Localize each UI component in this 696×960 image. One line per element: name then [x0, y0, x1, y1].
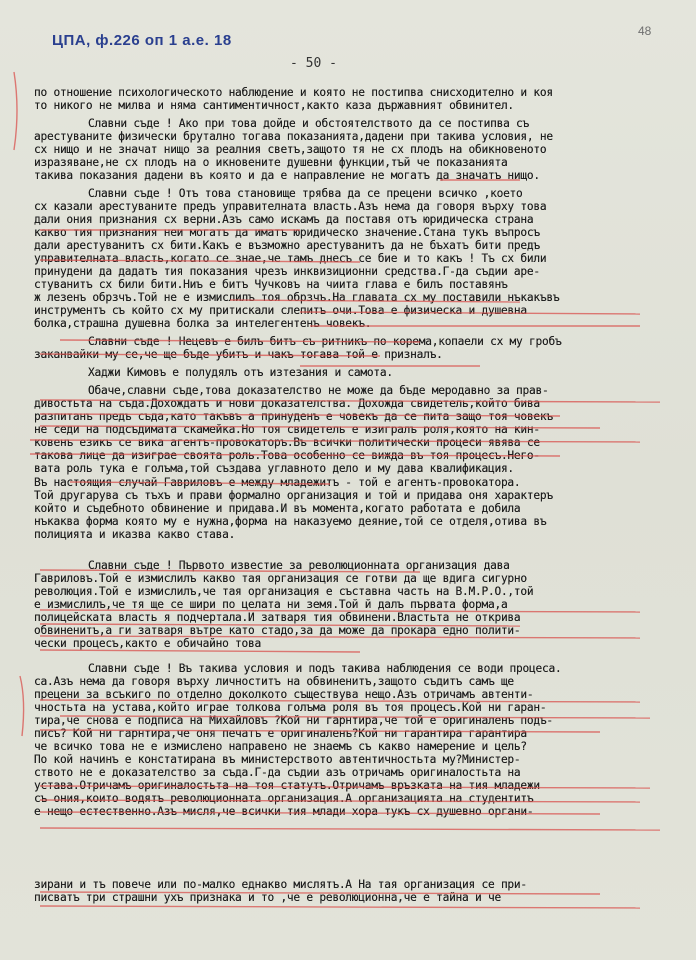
body-line: полицейската власть я подчертала.И затваря тия обвинени.Властьта не открива — [34, 611, 521, 624]
body-line: съ ония,които водятъ революционната организация.А организацията на студентитъ — [34, 792, 534, 805]
body-line: дивостьта на съда.Дохождатъ и нови доказателства. Дохожда свидетель,който бива — [34, 397, 540, 410]
body-line: сх казали арестуваните предъ управителната власть.Азъ нема да говоря върху това — [34, 200, 547, 213]
body-line: дали ония признания сх верни.Азъ само искамъ да поставя отъ юридическа страна — [34, 213, 534, 226]
body-line: Въ настоящия случай Гавриловъ е между младежитъ - той е агентъ-провокатора. — [34, 476, 521, 489]
body-line: е измислилъ,че тя ще се шири по целата ни земя.Той й далъ първата форма,а — [34, 598, 508, 611]
body-line: чески процесъ,както е обичайно това — [34, 637, 261, 650]
body-line: инструментъ съ който сх му притискали слепитъ очи.Това е физическа и душевна — [34, 304, 527, 317]
body-line: вата роль тука е голъма,той създава углавното дело и му дава квалификация. — [34, 462, 514, 475]
body-line: сх нищо и не значат нищо за реалния светъ,защото тя не сх плодъ на обикновеното — [34, 143, 547, 156]
body-line: не седи на подсъдимата скамейка.Но тоя свидетель е изигралъ роля,която на кин- — [34, 423, 540, 436]
body-line: какво тия признания неи могатъ да иматъ юридическо значение.Стана тукъ въпросъ — [34, 226, 540, 239]
body-line: полицията и иказва какво става. — [34, 528, 236, 541]
body-line: ството не е доказателство за съда.Г-да съдии азъ отричамъ оригиналостьта на — [34, 766, 521, 779]
body-line: то никого не милва и няма сантиментичност,както каза държавният обвинител. — [34, 99, 514, 112]
body-line: ковенъ езикъ се вика агентъ-провокаторъ.Въ всички политически процеси явява се — [34, 436, 540, 449]
body-line: прецени за всъкиго по отделно доколкото съществува нещо.Азъ отричамъ автенти- — [34, 688, 534, 701]
body-line: Хаджи Кимовъ е полудялъ отъ изтезания и самота. — [88, 366, 393, 379]
body-line: болка,страшна душевна болка за интелегентенъ човекъ. — [34, 317, 372, 330]
body-line: чностьта на устава,който играе толкова голъма роля въ тоя процесъ.Кой ни гаран- — [34, 701, 547, 714]
body-line: че всичко това не е измислено направено не знаемъ съ какво намерение и цель? — [34, 740, 527, 753]
body-line: дали арестуванитъ сх бити.Какъ е възможно арестуванитъ да не бъхатъ бити предъ — [34, 239, 540, 252]
body-line: устава.Отричамъ оригиналостьта на тоя статутъ.Отричамъ връзката на тия младежи — [34, 779, 540, 792]
body-line: такова лице да изиграе своята роль.Това особенно се вижда въ тоя процесъ.Него- — [34, 449, 540, 462]
body-line: арестуваните физически брутално тогава показанията,дадени при такива условия, не — [34, 130, 553, 143]
body-line: ж лезенъ обрзчъ.Той не е измислилъ тоя обрзчъ.На главата сх му поставили нъкакъвъ — [34, 291, 560, 304]
archive-stamp: ЦПА, ф.226 оп 1 а.е. 18 — [52, 32, 232, 49]
body-line: Обаче,славни съде,това доказателство не може да бъде меродавно за прав- — [88, 384, 549, 397]
body-line: Славни съде ! Нецевъ е билъ битъ съ ритникъ по корема,копаели сх му гробъ — [88, 335, 562, 348]
body-line: разпитанъ предъ съда,като такъвъ а принуденъ е човекъ да се пита защо тоя човекъ — [34, 410, 553, 423]
body-line: изразяване,не сх плодъ на о икновените душевни функции,тъй че показанията — [34, 156, 508, 169]
body-line: управителната власть,когато се знае,че тамъ днесъ се бие и то какъ ! Тъ сх били — [34, 252, 547, 265]
sheet-number: 48 — [638, 24, 652, 38]
body-line: Славни съде ! Първото известие за революционната организация дава — [88, 559, 510, 572]
body-line: писъ? Кой ни гарнтира,че оня печатъ е оригиналенъ?Кой ни гарантира гарантира — [34, 727, 527, 740]
body-line: Славни съде ! Въ такива условия и подъ такива наблюдения се води процеса. — [88, 662, 562, 675]
body-line: Славни съде ! Ако при това дойде и обстоятелството да се постипва съ — [88, 117, 530, 130]
body-line: който и съдебното обвинение и придава.И въ момента,когато работата е добила — [34, 502, 521, 515]
body-line: Славни съде ! Отъ това становище трябва да се прецени всичко ,което — [88, 187, 523, 200]
body-line: стуванитъ сх били бити.Ниъ е битъ Чучковъ на чиита глава е билъ поставянъ — [34, 278, 508, 291]
body-line: По кой начинъ е констатирана въ министерството автентичностьта му?Министер- — [34, 753, 521, 766]
body-line: заканвайки му се,че ще бъде убитъ и чакъ тогава той е призналъ. — [34, 348, 443, 361]
body-line: тира,че сновa е подписа на Михайловъ ?Кой ни гарнтира,че той е оригиналенъ подъ- — [34, 714, 553, 727]
body-line: такива показания дадени въ която и да е направление не могатъ да значатъ нищо. — [34, 169, 540, 182]
body-line: зирани и тъ повече или по-малко еднакво мислятъ.А На тая организация се при- — [34, 878, 527, 891]
body-line: е нещо естественно.Азъ мисля,че всички тия млади хора тукъ сх душевно органи- — [34, 805, 534, 818]
body-line: обвиненитъ,а ги затваря вътре като стадо,за да може да прокара едно полити- — [34, 624, 521, 637]
page-number: - 50 - — [290, 56, 337, 71]
body-line: писватъ три страшни ухъ признака и то ,че е революционна,че е тайна и че — [34, 891, 501, 904]
body-line: нъкаква форма която му е нужна,форма на наказуемо деяние,той се отделя,отива въ — [34, 515, 547, 528]
body-line: са.Азъ нема да говоря върху личноститъ на обвиненитъ,защото съдитъ самъ ще — [34, 675, 514, 688]
body-line: Гавриловъ.Той е измислилъ какво тая организация се готви да ще вдига сигурно — [34, 572, 527, 585]
body-line: Той другарува съ тъхъ и прави формално организация и той и придава оня характеръ — [34, 489, 553, 502]
body-line: по отношение психологическото наблюдение и която не постипва снисходително и коя — [34, 86, 553, 99]
body-line: принудени да дадатъ тия показания чрезъ инквизиционни средства.Г-да съдии аре- — [34, 265, 540, 278]
body-line: революция.Той е измислилъ,че тая организация е съставна часть на В.М.Р.О.,той — [34, 585, 534, 598]
